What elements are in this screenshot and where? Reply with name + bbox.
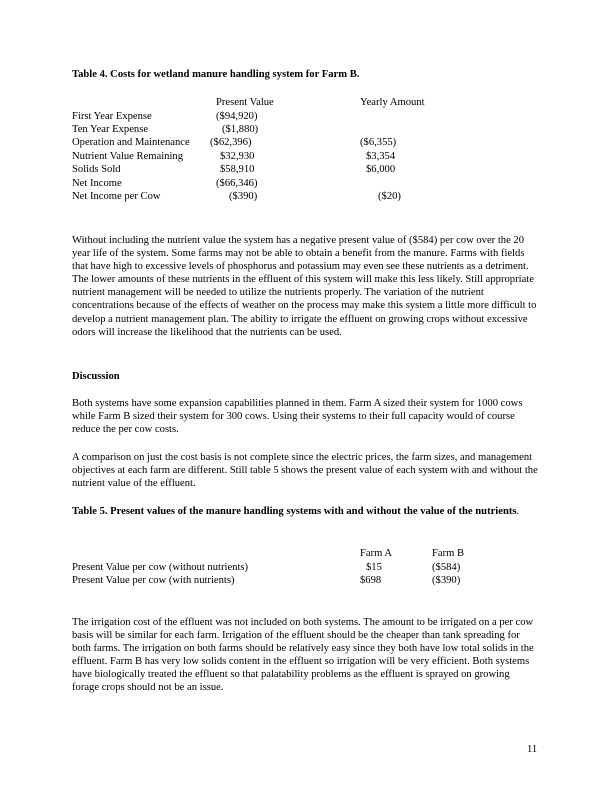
paragraph-nutrient-value: Without including the nutrient value the system has a negative present value of ($584) per cow over the 20 year life of the system. Some farms may not be able to obtain a benefit from the manure. Farms with fields that have high to excessive levels of phosphorus and potassium may even see these nutrients as a detriment. The lower amounts of these nutrients in the effluent of this system will make this less likely. Still appropriate nutrient management will be needed to utilize the nutrients properly. The variation of the nutrient concentrations because of the effects of weather on the process may make this system a little more difficult to develop a nutrient management plan. The ability to irrigate the effluent on growing crops without excessive odors will increase the likelihood that the nutrients can be used. (72, 235, 537, 338)
paragraph-expansion: Both systems have some expansion capabilities planned in them. Farm A sized their system for 1000 cows while Farm B sized their system for 300 cows. Using their systems to their full capacity would of course reduce the per cow costs. (72, 398, 523, 436)
table5-title-period: . (516, 506, 520, 517)
table4-header-present-value: Present Value (216, 97, 274, 108)
row-label: Net Income (72, 178, 122, 189)
paragraph-comparison: A comparison on just the cost basis is not complete since the electric prices, the farm sizes, and management objectives at each farm are different. Still table 5 shows the present value of each system with and without the nutrient value of the effluent. (72, 452, 538, 490)
table-row (0, 136, 612, 149)
row-label: Operation and Maintenance (72, 137, 190, 148)
present-value-cell: $58,910 (220, 164, 255, 175)
table5-header-farm-b: Farm B (432, 548, 465, 559)
yearly-amount-cell: ($20) (378, 191, 401, 202)
row-label: First Year Expense (72, 111, 152, 122)
page-number: 11 (527, 744, 538, 755)
table5-header-farm-a: Farm A (360, 548, 393, 559)
farm-b-cell: ($584) (432, 562, 461, 573)
table-row (0, 561, 612, 574)
present-value-cell: $32,930 (220, 151, 255, 162)
table-row (0, 110, 612, 123)
farm-a-cell: $15 (366, 562, 382, 573)
table-row (0, 574, 612, 587)
row-label: Net Income per Cow (72, 191, 161, 202)
present-value-cell: ($94,920) (216, 111, 258, 122)
yearly-amount-cell: $3,354 (366, 151, 396, 162)
table-row (0, 163, 612, 176)
row-label: Nutrient Value Remaining (72, 151, 184, 162)
table-row (0, 177, 612, 190)
farm-b-cell: ($390) (432, 575, 461, 586)
table4-title: Table 4. Costs for wetland manure handling system for Farm B. (72, 69, 360, 80)
table-row (0, 190, 612, 203)
present-value-cell: ($66,346) (216, 178, 258, 189)
paragraph-irrigation: The irrigation cost of the effluent was not included on both systems. The amount to be irrigated on a per cow basis will be similar for each farm. Irrigation of the effluent should be the cheaper than tank spreading for both farms. The irrigation on both farms should be relatively easy since they both have low total solids in the effluent. Farm B has very low solids content in the effluent so irrigation will be very efficient. Both systems have biologically treated the effluent so that palatability problems as the effluent is sprayed on growing forage crops should not be an issue. (72, 617, 534, 694)
row-label: Ten Year Expense (72, 124, 149, 135)
table-row (0, 150, 612, 163)
yearly-amount-cell: $6,000 (366, 164, 396, 175)
discussion-heading: Discussion (72, 371, 120, 382)
present-value-cell: ($1,880) (222, 124, 259, 135)
row-label: Present Value per cow (without nutrients) (72, 562, 249, 573)
yearly-amount-cell: ($6,355) (360, 137, 397, 148)
present-value-cell: ($390) (229, 191, 258, 202)
row-label: Present Value per cow (with nutrients) (72, 575, 235, 586)
table4-header-yearly-amount: Yearly Amount (360, 97, 425, 108)
table-row (0, 123, 612, 136)
present-value-cell: ($62,396) (210, 137, 252, 148)
table5-title (72, 505, 538, 518)
farm-a-cell: $698 (360, 575, 382, 586)
table5-title-text: Table 5. Present values of the manure handling systems with and without the value of the nutrients (72, 506, 517, 517)
row-label: Solids Sold (72, 164, 121, 175)
